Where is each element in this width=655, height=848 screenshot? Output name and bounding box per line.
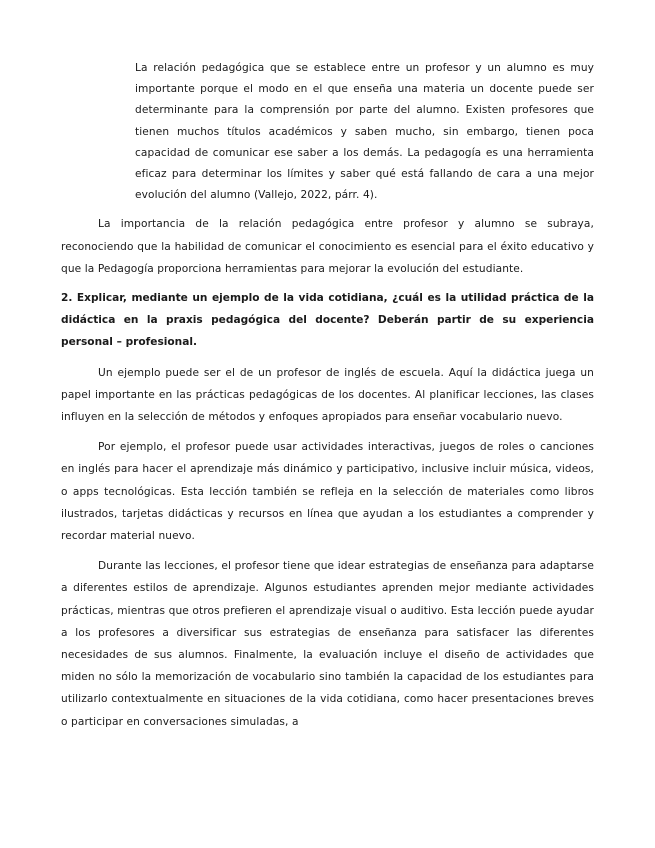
paragraph: La importancia de la relación pedagógica entre profesor y alumno se subraya, reconociendo que la habilidad de comunicar el conocimiento es esencial para el éxito educativo y que la Pedagogía proporciona herramientas para mejorar la evolución del estudiante.	[61, 218, 594, 275]
paragraph: Durante las lecciones, el profesor tiene que idear estrategias de enseñanza para adaptarse a diferentes estilos de aprendizaje. Algunos estudiantes aprenden mejor mediante actividades prácticas, mientras que otros prefieren el aprendizaje visual o auditivo. Esta lección puede ayudar a los profesores a diversificar sus estrategias de enseñanza para satisfacer las diferentes necesidades de sus alumnos. Finalmente, la evaluación incluye el diseño de actividades que miden no sólo la memorización de vocabulario sino también la capacidad de los estudiantes para utilizarlo contextualmente en situaciones de la vida cotidiana, como hacer presentaciones breves o participar en conversaciones simuladas, a	[61, 560, 594, 728]
question-heading: 2. Explicar, mediante un ejemplo de la vida cotidiana, ¿cuál es la utilidad práctica de la didáctica en la praxis pedagógica del docente? Deberán partir de su experiencia personal – profesional.	[61, 292, 594, 349]
paragraph: Un ejemplo puede ser el de un profesor de inglés de escuela. Aquí la didáctica juega un papel importante en las prácticas pedagógicas de los docentes. Al planificar lecciones, las clases influyen en la selección de métodos y enfoques apropiados para enseñar vocabulario nuevo.	[61, 366, 594, 424]
block-quote: La relación pedagógica que se establece entre un profesor y un alumno es muy importante porque el modo en el que enseña una materia un docente puede ser determinante para la comprensión por parte del alumno. Existen profesores que tienen muchos títulos académicos y saben mucho, sin embargo, tienen poca capacidad de comunicar ese saber a los demás. La pedagogía es una herramienta eficaz para determinar los límites y saber qué está fallando de cara a una mejor evolución del alumno (Vallejo, 2022, párr. 4).	[135, 62, 594, 202]
paragraph: Por ejemplo, el profesor puede usar actividades interactivas, juegos de roles o canciones en inglés para hacer el aprendizaje más dinámico y participativo, inclusive incluir música, videos, o apps tecnológicas. Esta lección también se refleja en la selección de materiales como libros ilustrados, tarjetas didácticas y recursos en línea que ayudan a los estudiantes a comprender y recordar material nuevo.	[61, 441, 594, 543]
